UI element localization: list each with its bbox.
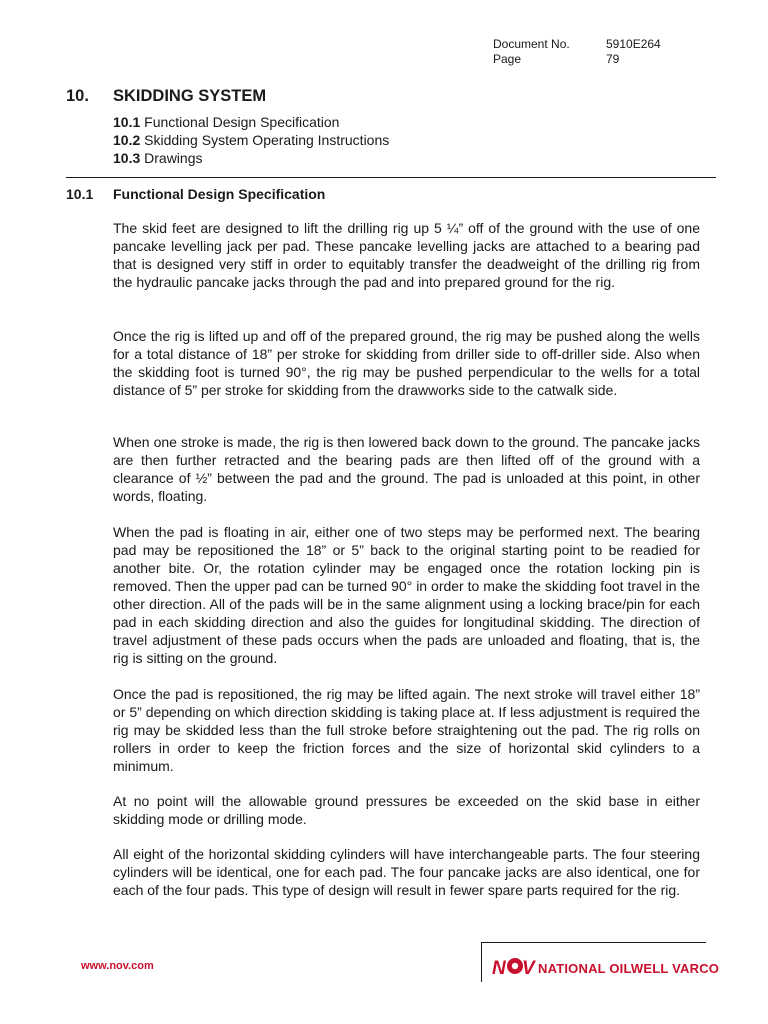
svg-text:N: N [492, 958, 506, 977]
nov-logo-icon [492, 955, 536, 977]
section-number: 10. [66, 87, 89, 105]
toc-item-label: Drawings [144, 150, 203, 166]
footer-rule-vertical [481, 942, 482, 982]
subsection-number: 10.1 [66, 186, 94, 202]
toc-item-label: Skidding System Operating Instructions [144, 132, 390, 148]
toc-item-number: 10.1 [113, 114, 141, 130]
body-paragraph: When the pad is floating in air, either one of two steps may be performed next. The bearing pad may be repositioned the 18” or 5” back to the original starting point to be readied for another bite. Or, the rotation cylinder may be engaged once the rotation locking pin is removed. Then the upper pad can be turned 90° in order to make the skidding foot travel in the other direction. All of the pads will be in the same alignment using a locking brace/pin for each pad in each skidding direction and also the guides for longitudinal skidding. The direction of travel adjustment of these pads occurs when the pads are unloaded and floating, that is, the rig is sitting on the ground. [113, 524, 700, 666]
footer-rule [481, 942, 706, 943]
body-paragraph: At no point will the allowable ground pressures be exceeded on the skid base in either skidding mode or drilling mode. [113, 793, 700, 827]
body-paragraph: The skid feet are designed to lift the drilling rig up 5 ¼” off of the ground with the use of one pancake levelling jack per pad. These pancake levelling jacks are attached to a bearing pad that is designed very stiff in order to equitably transfer the deadweight of the drilling rig from the hydraulic pancake jacks through the pad and into prepared ground for the rig. [113, 220, 700, 290]
footer-url-link[interactable]: www.nov.com [81, 960, 154, 972]
toc-item-number: 10.3 [113, 150, 141, 166]
company-name: NATIONAL OILWELL VARCO [538, 961, 720, 976]
body-paragraph: Once the pad is repositioned, the rig may be lifted again. The next stroke will travel either 18” or 5” depending on which direction skidding is taking place at. If less adjustment is required the rig may be skidded less than the full stroke before straightening out the pad. The rig rolls on rollers in order to keep the friction forces and the size of horizontal skid cylinders to a minimum. [113, 686, 700, 774]
svg-text:V: V [522, 958, 535, 977]
body-paragraph: Once the rig is lifted up and off of the prepared ground, the rig may be pushed along the wells for a total distance of 18” per stroke for skidding from driller side to off-driller side. Also when the skidding foot is turned 90°, the rig may be pushed perpendicular to the wells for a total distance of 5” per stroke for skidding from the drawworks side to the catwalk side. [113, 328, 700, 398]
subsection-title: Functional Design Specification [113, 186, 326, 202]
page-number: 79 [606, 52, 620, 66]
doc-number-value: 5910E264 [606, 37, 661, 51]
body-paragraph: All eight of the horizontal skidding cylinders will have interchangeable parts. The four steering cylinders will be identical, one for each pad. The four pancake jacks are also identical, one for each of the four pads. This type of design will result in fewer spare parts required for the rig. [113, 846, 700, 898]
toc-item [113, 113, 339, 131]
toc-item-number: 10.2 [113, 132, 141, 148]
body-paragraph: When one stroke is made, the rig is then lowered back down to the ground. The pancake jacks are then further retracted and the bearing pads are then lifted off of the ground with a clearance of ½” between the pad and the ground. The pad is unloaded at this point, in other words, floating. [113, 434, 700, 504]
doc-number-label: Document No. [493, 37, 570, 51]
section-divider [66, 177, 716, 178]
toc-item [113, 149, 203, 167]
page-label: Page [493, 52, 522, 66]
section-title: SKIDDING SYSTEM [113, 87, 267, 105]
toc-item [113, 131, 389, 149]
toc-item-label: Functional Design Specification [144, 114, 340, 130]
